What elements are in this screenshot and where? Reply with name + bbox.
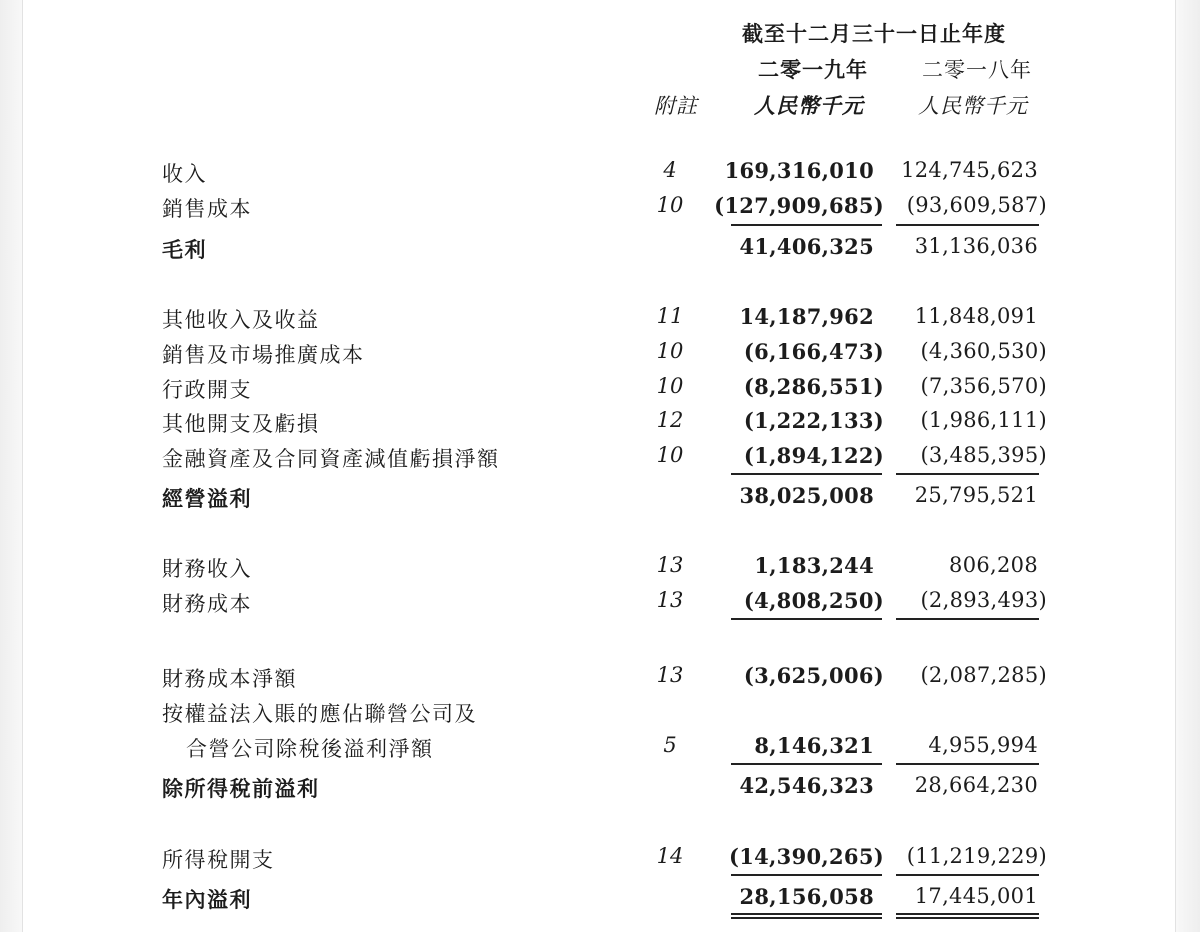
subtotal-rule-2018	[896, 763, 1039, 765]
row-value-2018: 17,445,001	[914, 884, 1038, 908]
row-value-2018: (4,360,530)	[920, 339, 1047, 363]
row-value-2019: (8,286,551)	[743, 374, 884, 399]
table-row-profit-for-year	[0, 884, 1200, 914]
table-row-operating-profit	[0, 483, 1200, 513]
row-note: 4	[663, 158, 677, 182]
table-row-admin-expenses	[0, 374, 1200, 404]
row-label: 收入	[162, 162, 207, 186]
row-value-2018: (11,219,229)	[906, 844, 1047, 868]
row-note: 14	[656, 844, 684, 868]
subtotal-rule-2019	[731, 874, 882, 876]
row-label: 年內溢利	[162, 887, 252, 912]
row-value-2018: 4,955,994	[928, 733, 1038, 757]
row-value-2018: (2,087,285)	[920, 663, 1047, 687]
row-value-2018: (3,485,395)	[920, 443, 1047, 467]
table-row-selling-marketing	[0, 339, 1200, 369]
row-note: 10	[656, 374, 684, 398]
row-value-2019: (4,808,250)	[743, 588, 884, 613]
table-row-cost-of-sales	[0, 193, 1200, 223]
row-value-2018: (1,986,111)	[920, 408, 1047, 432]
row-note: 10	[656, 339, 684, 363]
table-row-finance-costs	[0, 588, 1200, 618]
subtotal-rule-2018	[896, 473, 1039, 475]
row-label: 除所得稅前溢利	[162, 776, 320, 801]
row-label: 合營公司除稅後溢利淨額	[186, 737, 434, 761]
row-value-2019: (6,166,473)	[743, 339, 884, 364]
table-row-other-income	[0, 304, 1200, 334]
subtotal-rule-2019	[731, 224, 882, 226]
row-note: 12	[656, 408, 684, 432]
row-value-2018: 31,136,036	[914, 234, 1038, 258]
row-value-2019: (127,909,685)	[714, 193, 884, 218]
table-row-other-expenses	[0, 408, 1200, 438]
row-value-2019: (1,222,133)	[743, 408, 884, 433]
row-label: 毛利	[162, 237, 207, 262]
table-row-finance-income	[0, 553, 1200, 583]
row-value-2018: (93,609,587)	[906, 193, 1047, 217]
table-row-profit-before-tax	[0, 773, 1200, 803]
row-value-2019: 42,546,323	[739, 773, 874, 798]
row-label: 銷售成本	[162, 197, 252, 221]
row-value-2018: (2,893,493)	[920, 588, 1047, 612]
row-label: 財務成本淨額	[162, 667, 297, 691]
year-2019-header: 二零一九年	[758, 57, 868, 82]
row-label: 財務收入	[162, 557, 252, 581]
row-value-2019: 41,406,325	[739, 234, 874, 259]
row-value-2018: 806,208	[949, 553, 1038, 577]
note-column-header: 附註	[654, 94, 698, 118]
row-value-2019: 1,183,244	[754, 553, 874, 578]
row-note: 13	[656, 588, 684, 612]
row-value-2018: 25,795,521	[914, 483, 1038, 507]
row-label: 金融資產及合同資產減值虧損淨額	[162, 447, 500, 471]
year-2018-header: 二零一八年	[922, 58, 1032, 82]
row-note: 11	[656, 304, 684, 328]
row-value-2019: 8,146,321	[754, 733, 874, 758]
row-value-2019: (1,894,122)	[743, 443, 884, 468]
unit-2019-header: 人民幣千元	[754, 93, 864, 118]
table-row-impairment	[0, 443, 1200, 473]
row-note: 10	[656, 443, 684, 467]
subtotal-rule-2018	[896, 224, 1039, 226]
table-row-share-of-profit-line1	[0, 698, 1200, 728]
row-label: 所得稅開支	[162, 848, 275, 872]
table-row-gross-profit	[0, 234, 1200, 264]
row-value-2018: 28,664,230	[914, 773, 1038, 797]
period-caption: 截至十二月三十一日止年度	[742, 21, 1006, 46]
row-value-2018: 124,745,623	[901, 158, 1038, 182]
total-double-rule-2018	[896, 913, 1039, 919]
subtotal-rule-2018	[896, 618, 1039, 620]
subtotal-rule-2019	[731, 473, 882, 475]
row-note: 10	[656, 193, 684, 217]
row-label: 行政開支	[162, 378, 252, 402]
total-double-rule-2019	[731, 913, 882, 919]
row-label: 銷售及市場推廣成本	[162, 343, 365, 367]
row-value-2018: 11,848,091	[914, 304, 1038, 328]
row-note: 13	[656, 663, 684, 687]
row-note: 13	[656, 553, 684, 577]
row-label: 其他收入及收益	[162, 308, 320, 332]
table-row-revenue	[0, 158, 1200, 188]
row-label: 其他開支及虧損	[162, 412, 320, 436]
subtotal-rule-2018	[896, 874, 1039, 876]
subtotal-rule-2019	[731, 763, 882, 765]
row-value-2019: 38,025,008	[739, 483, 874, 508]
row-value-2018: (7,356,570)	[920, 374, 1047, 398]
row-label: 財務成本	[162, 592, 252, 616]
row-label: 經營溢利	[162, 486, 252, 511]
row-value-2019: (3,625,006)	[743, 663, 884, 688]
table-row-income-tax	[0, 844, 1200, 874]
row-value-2019: (14,390,265)	[729, 844, 884, 869]
unit-2018-header: 人民幣千元	[918, 94, 1028, 118]
row-value-2019: 169,316,010	[724, 158, 874, 183]
table-row-net-finance-costs	[0, 663, 1200, 693]
row-value-2019: 14,187,962	[739, 304, 874, 329]
row-label: 按權益法入賬的應佔聯營公司及	[162, 702, 477, 726]
subtotal-rule-2019	[731, 618, 882, 620]
row-value-2019: 28,156,058	[739, 884, 874, 909]
table-row-share-of-profit-line2	[0, 733, 1200, 763]
row-note: 5	[663, 733, 677, 757]
